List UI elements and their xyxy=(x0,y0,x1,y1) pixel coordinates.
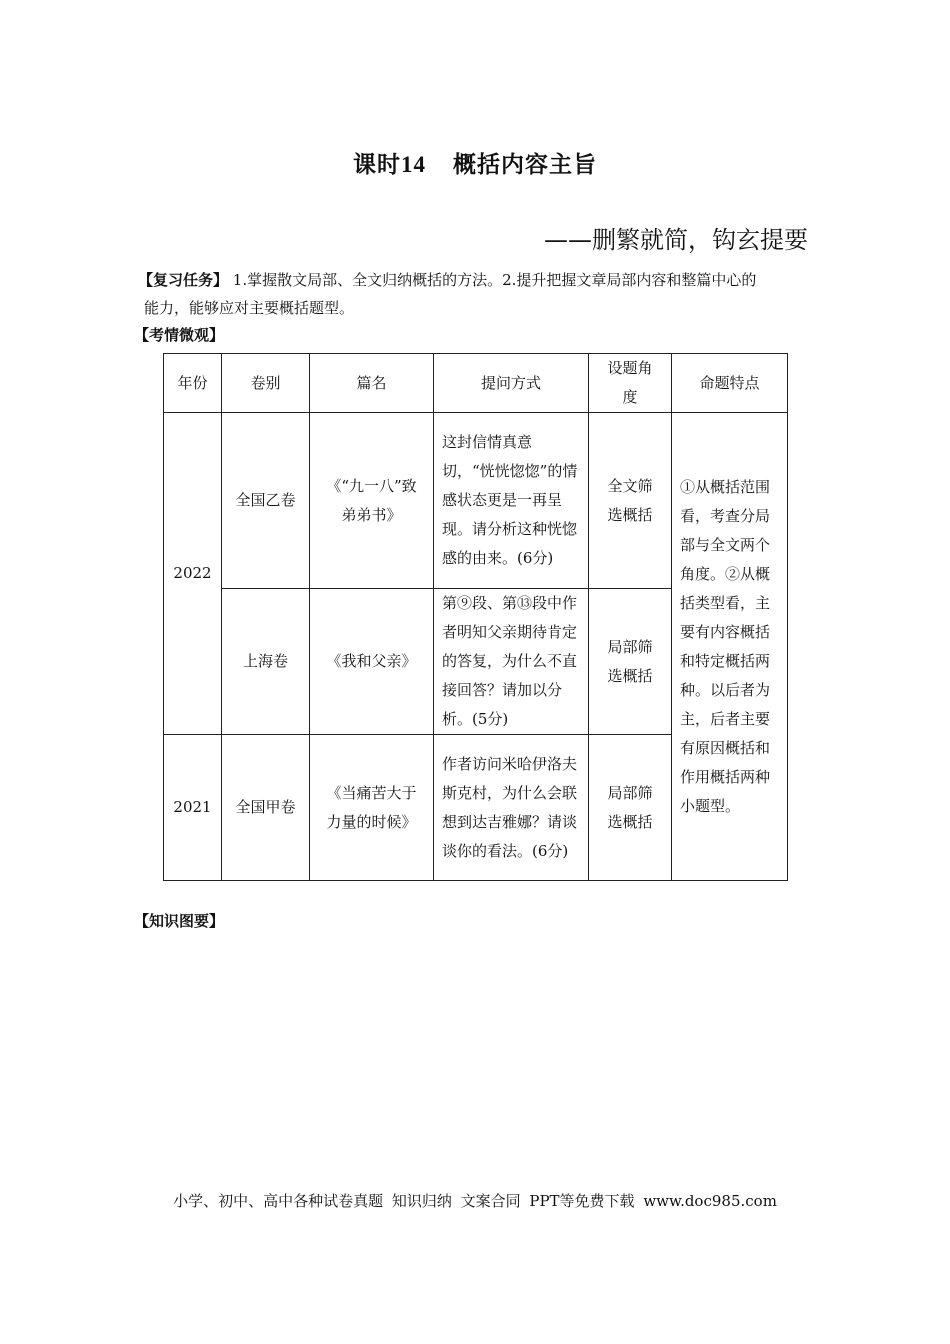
header-paper: 卷别 xyxy=(222,354,310,413)
exam-table xyxy=(163,353,788,881)
table-header-row xyxy=(164,354,788,413)
subtitle: ——删繁就简，钩玄提要 xyxy=(544,226,808,254)
table-row xyxy=(164,413,788,589)
knowledge-label: 【知识图要】 xyxy=(134,912,225,930)
cell-angle: 局部筛选概括 xyxy=(589,735,672,881)
title-number: 14 xyxy=(400,152,426,177)
header-question: 提问方式 xyxy=(434,354,589,413)
review-task-text-2: 能力，能够应对主要概括题型。 xyxy=(144,299,355,317)
header-feature: 命题特点 xyxy=(672,354,788,413)
exam-label: 【考情微观】 xyxy=(134,326,225,344)
cell-question: 作者访问米哈伊洛夫斯克村，为什么会联想到达吉雅娜？请谈谈你的看法。(6分) xyxy=(434,735,589,881)
cell-paper: 全国乙卷 xyxy=(222,413,310,589)
cell-feature: ①从概括范围看，考查分局部与全文两个角度。②从概括类型看，主要有内容概括和特定概括两种。以后者为主，后者主要有原因概括和作用概括两种小题型。 xyxy=(672,413,788,881)
page-footer: 小学、初中、高中各种试卷真题 知识归纳 文案合同 PPT等免费下载 www.doc985.com xyxy=(173,1192,777,1210)
cell-question: 第⑨段、第⑬段中作者明知父亲期待肯定的答复，为什么不直接回答？请加以分析。(5分) xyxy=(434,589,589,735)
cell-year: 2022 xyxy=(164,413,222,735)
title-prefix: 课时 xyxy=(352,152,401,178)
cell-paper: 全国甲卷 xyxy=(222,735,310,881)
cell-angle: 局部筛选概括 xyxy=(589,589,672,735)
page-title xyxy=(0,146,950,179)
cell-title: 《当痛苦大于力量的时候》 xyxy=(310,735,434,881)
cell-angle: 全文筛选概括 xyxy=(589,413,672,589)
header-title: 篇名 xyxy=(310,354,434,413)
cell-title: 《我和父亲》 xyxy=(310,589,434,735)
title-main: 概括内容主旨 xyxy=(453,152,598,178)
cell-question: 这封信情真意切，“恍恍惚惚”的情感状态更是一再呈现。请分析这种恍惚感的由来。(6分) xyxy=(434,413,589,589)
review-task-text-1: 1.掌握散文局部、全文归纳概括的方法。2.提升把握文章局部内容和整篇中心的 xyxy=(232,271,757,289)
header-year: 年份 xyxy=(164,354,222,413)
cell-paper: 上海卷 xyxy=(222,589,310,735)
cell-year: 2021 xyxy=(164,735,222,881)
cell-title: 《“九一八”致弟弟书》 xyxy=(310,413,434,589)
review-task-label: 【复习任务】 xyxy=(138,271,229,289)
review-task xyxy=(138,266,814,322)
header-angle: 设题角度 xyxy=(589,354,672,413)
